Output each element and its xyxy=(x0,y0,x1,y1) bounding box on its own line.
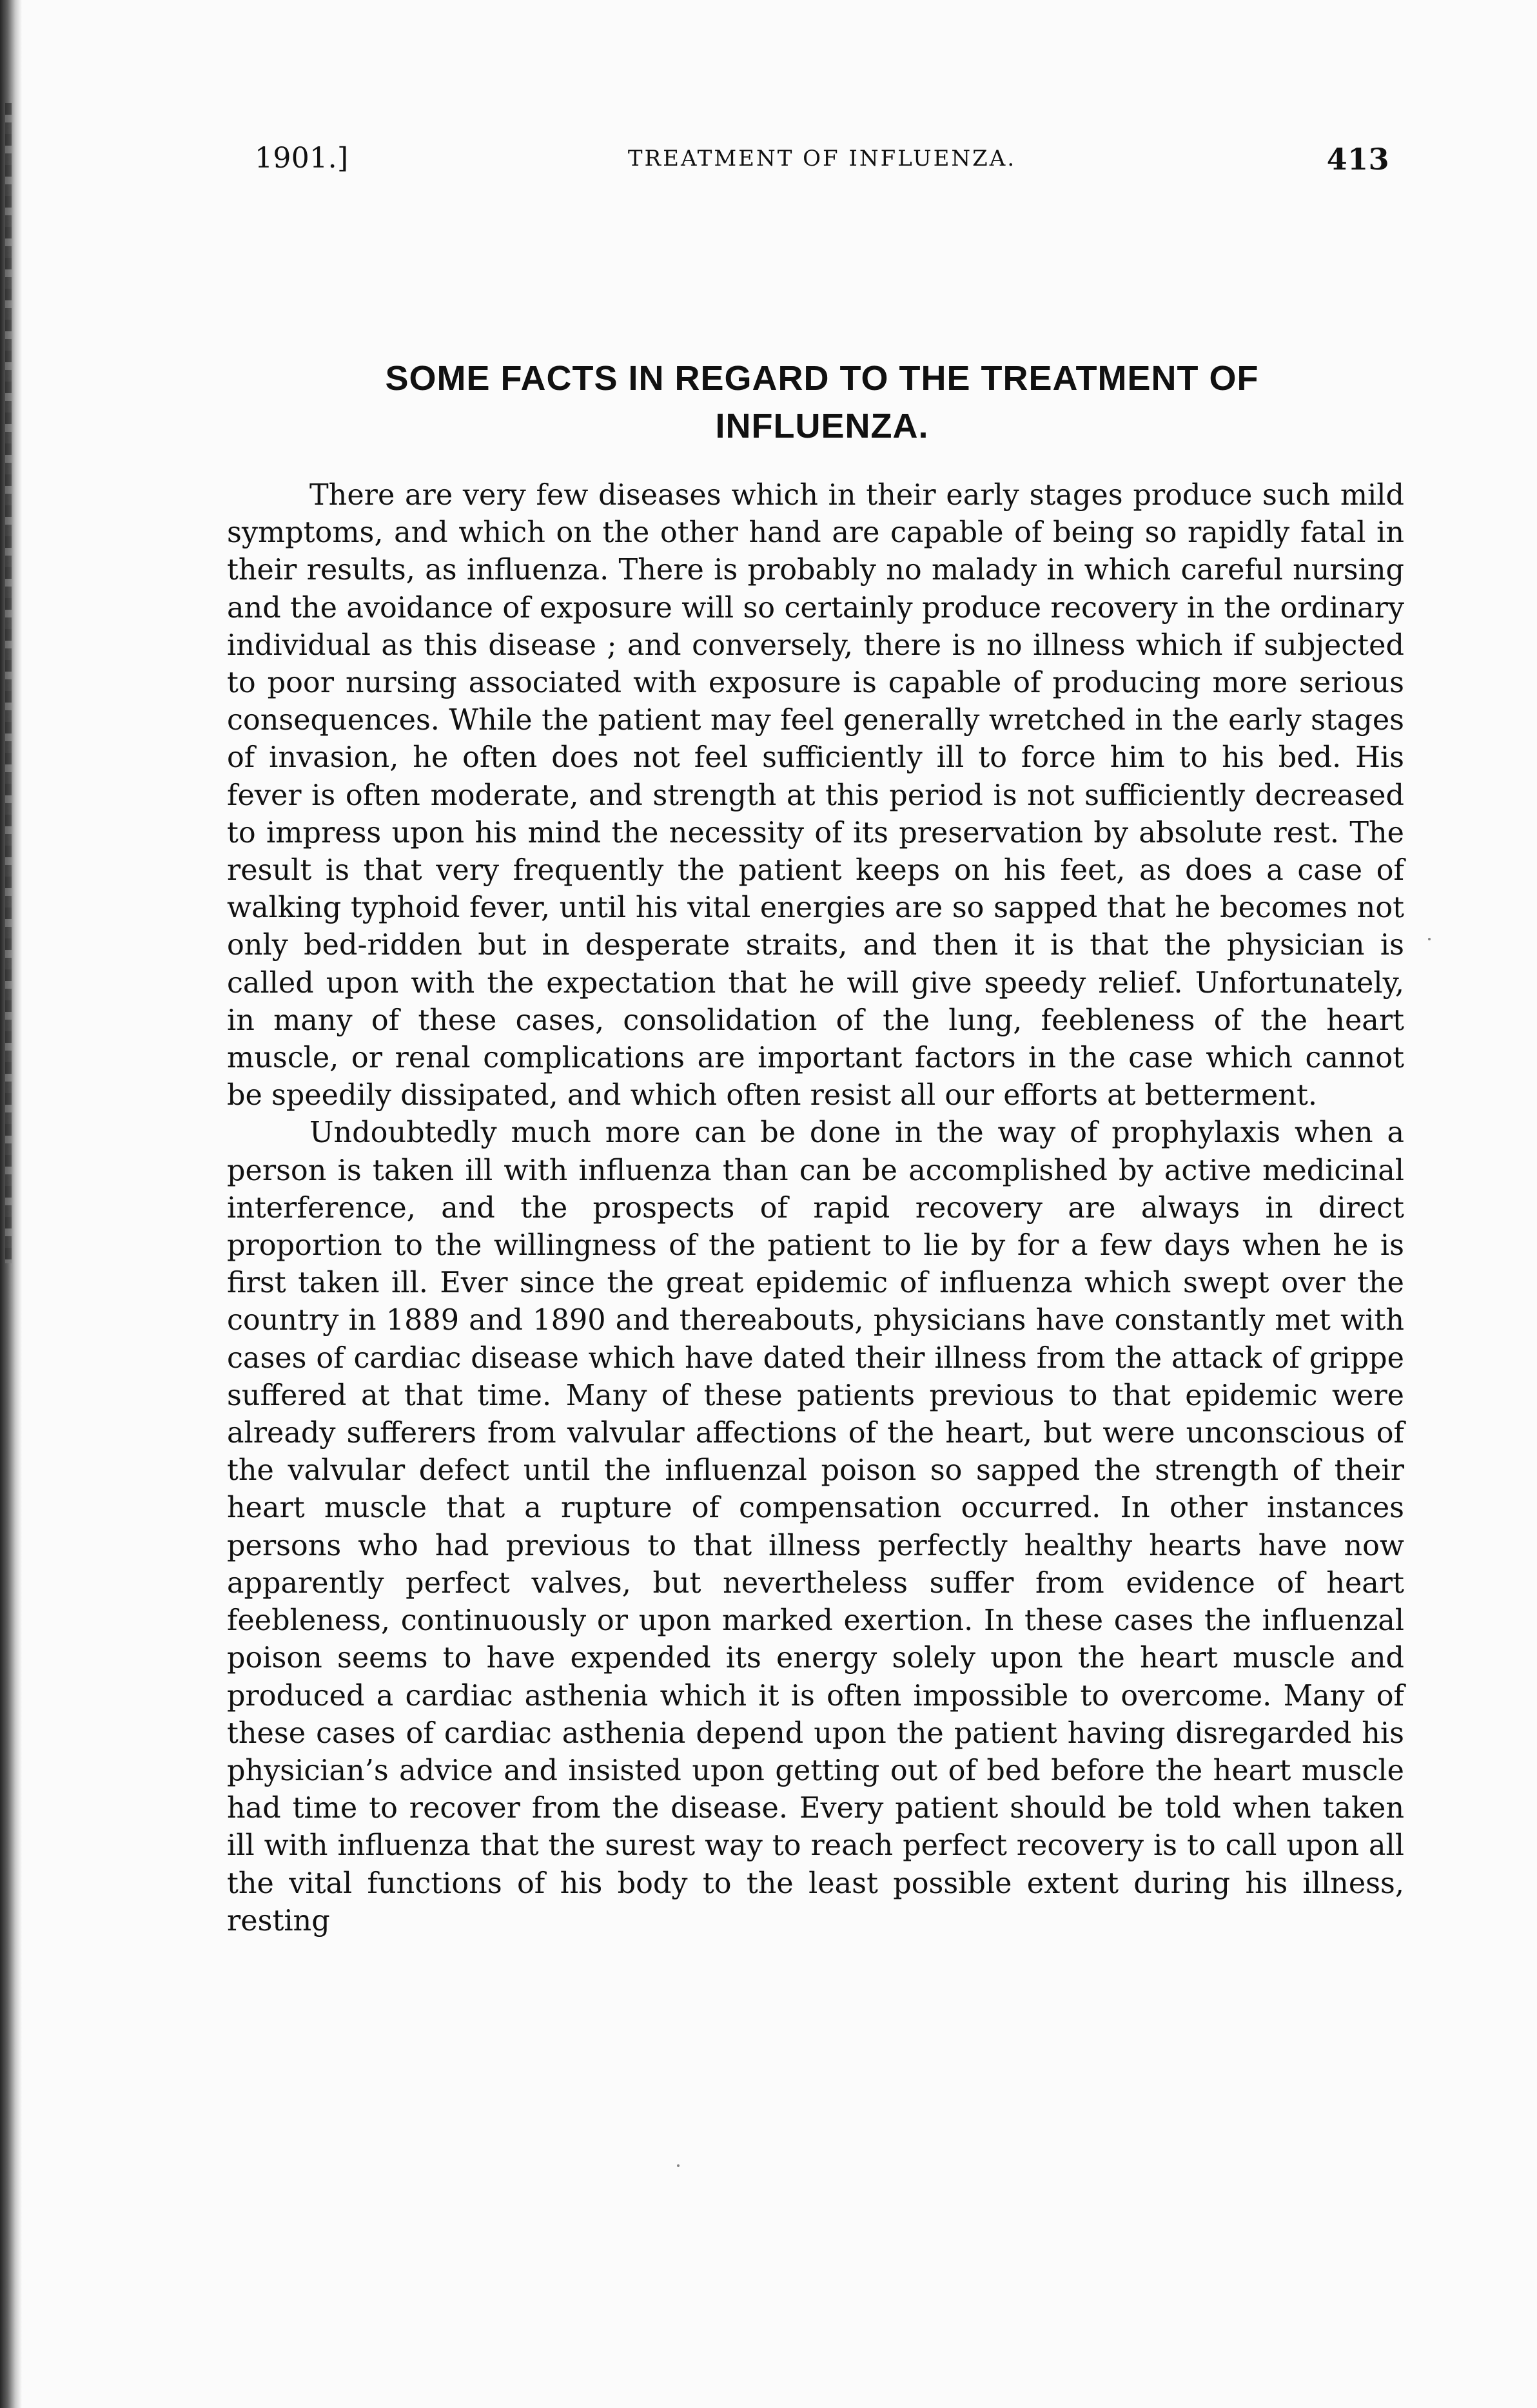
running-head xyxy=(255,142,1389,187)
print-speck xyxy=(677,2164,680,2167)
page-number: 413 xyxy=(1326,142,1389,177)
article-title xyxy=(255,354,1389,450)
article-title-line-2: INFLUENZA. xyxy=(715,407,929,445)
paragraph-2: Undoubtedly much more can be done in the way of prophylaxis when a person is taken ill with influenza than can be accomplished by active medicinal interference, and the prospects of rapid recovery are always in direct proportion to the willingness of the patient to lie by for a few days when he is first taken ill. Ever since the great epidemic of influenza which swept over the country in 1889 and 1890 and thereabouts, physicians have constantly met with cases of cardiac disease which have dated their illness from the attack of grippe suffered at that time. Many of these patients previous to that epidemic were already sufferers from valvular affections of the heart, but were unconscious of the valvular defect until the influenzal poison so sapped the strength of their heart muscle that a rupture of compensation occurred. In other instances persons who had previous to that illness perfectly healthy hearts have now apparently perfect valves, but nevertheless suffer from evidence of heart feebleness, continuously or upon marked exertion. In these cases the influenzal poison seems to have expended its energy solely upon the heart muscle and produced a cardiac asthenia which it is often impossible to overcome. Many of these cases of cardiac asthenia depend upon the patient having disregarded his physician’s advice and insisted upon getting out of bed before the heart muscle had time to recover from the disease. Every patient should be told when taken ill with influenza that the surest way to reach perfect recovery is to call upon all the vital functions of his body to the least possible extent during his illness, resting xyxy=(227,1116,1404,1937)
article-body xyxy=(227,477,1404,1940)
binding-edge-shadow xyxy=(0,0,22,2408)
paragraph-1: There are very few diseases which in their early stages produce such mild symptoms, and which on the other hand are capable of being so rapidly fatal in their results, as influenza. There is probably no malady in which careful nursing and the avoidance of exposure will so certainly produce recovery in the ordinary individual as this disease ; and conversely, there is no illness which if subjected to poor nursing associated with exposure is capable of producing more serious consequences. While the patient may feel generally wretched in the early stages of invasion, he often does not feel sufficiently ill to force him to his bed. His fever is often moderate, and strength at this period is not sufficiently decreased to impress upon his mind the necessity of its preservation by absolute rest. The result is that very frequently the patient keeps on his feet, as does a case of walking typhoid fever, until his vital energies are so sapped that he becomes not only bed-ridden but in desperate straits, and then it is that the physician is called upon with the expectation that he will give speedy relief. Unfortunately, in many of these cases, consolidation of the lung, feebleness of the heart muscle, or renal complications are important factors in the case which cannot be speedily dissipated, and which often resist all our efforts at betterment. xyxy=(227,479,1404,1112)
print-speck xyxy=(1428,938,1431,940)
article-title-line-1: SOME FACTS IN REGARD TO THE TREATMENT OF xyxy=(385,359,1259,398)
running-head-title: TREATMENT OF INFLUENZA. xyxy=(627,146,1017,171)
running-head-year: 1901.] xyxy=(255,142,349,175)
